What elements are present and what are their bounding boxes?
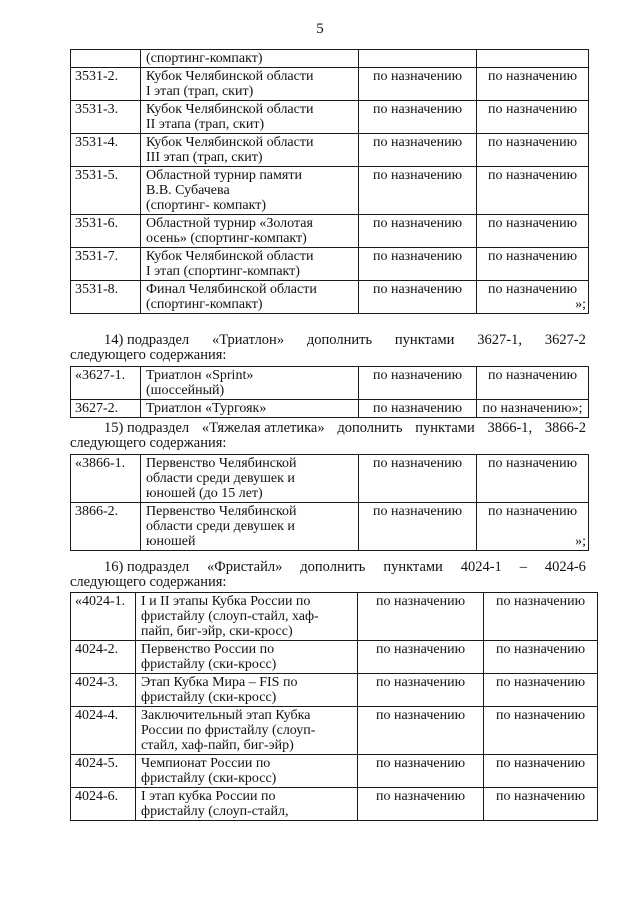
event-name-line: фристайлу (ски-кросс): [141, 657, 277, 672]
dates-cell: по назначению: [359, 400, 477, 418]
paragraph-word: 15) подраздел: [104, 420, 190, 436]
dates-cell: по назначению: [358, 788, 484, 821]
venue-text: по назначению: [495, 756, 586, 771]
paragraph-word: 3627-1,: [477, 332, 522, 348]
venue-text: по назначению: [495, 594, 586, 609]
paragraph-word: 4024-6: [544, 559, 586, 575]
event-name-line: области среди девушек и: [146, 519, 295, 534]
venue-text: по назначению: [487, 282, 578, 297]
event-name-cell: [141, 248, 359, 281]
venue-cell: [477, 215, 589, 248]
event-name-line: II этапа (трап, скит): [146, 117, 265, 132]
event-name-cell: [141, 503, 359, 551]
venue-text: по назначению: [487, 504, 578, 519]
event-name-line: России по фристайлу (слоуп-: [141, 723, 316, 738]
event-name-cell: [141, 101, 359, 134]
venue-cell: [484, 707, 598, 755]
venue-cell: [477, 134, 589, 167]
table-shooting: [70, 49, 589, 314]
event-name-cell: [136, 674, 358, 707]
event-name-line: Кубок Челябинской области: [146, 102, 314, 117]
event-name-line: Первенство Челябинской: [146, 504, 297, 519]
item-number: [71, 50, 141, 68]
item-number: 3531-4.: [71, 134, 141, 167]
event-name-line: стайл, хаф-пайп, биг-эйр): [141, 738, 294, 753]
venue-cell: [484, 593, 598, 641]
paragraph-word: –: [519, 559, 527, 575]
table-row: [71, 755, 598, 788]
paragraph-line-2: следующего содержания:: [70, 574, 227, 590]
event-name-line: I этап кубка России по: [141, 789, 276, 804]
item-number: «3627-1.: [71, 367, 141, 400]
paragraph-word: пунктами: [415, 420, 475, 436]
event-name-line: фристайлу (ски-кросс): [141, 690, 277, 705]
venue-cell: [484, 641, 598, 674]
venue-cell: [477, 167, 589, 215]
event-name-line: области среди девушек и: [146, 471, 295, 486]
event-name-line: Чемпионат России по: [141, 756, 271, 771]
event-name-line: (спортинг- компакт): [146, 198, 266, 213]
venue-text: по назначению: [487, 102, 578, 117]
paragraph-line-2: следующего содержания:: [70, 347, 227, 363]
table-row: [71, 367, 589, 400]
dates-cell: по назначению: [358, 707, 484, 755]
paragraph-word: пунктами: [383, 559, 443, 575]
table-row: [71, 788, 598, 821]
closing-quote: »;: [575, 297, 586, 312]
event-name-line: пайп, биг-эйр, ски-кросс): [141, 624, 293, 639]
table-row: [71, 593, 598, 641]
table-row: [71, 167, 589, 215]
venue-cell: [477, 281, 589, 314]
dates-cell: по назначению: [358, 593, 484, 641]
event-name-line: I этап (трап, скит): [146, 84, 254, 99]
item-number: 3531-5.: [71, 167, 141, 215]
venue-text: по назначению: [487, 69, 578, 84]
table-row: [71, 248, 589, 281]
dates-cell: по назначению: [358, 755, 484, 788]
event-name-line: Этап Кубка Мира – FIS по: [141, 675, 298, 690]
event-name-line: I и II этапы Кубка России по: [141, 594, 311, 609]
table-triathlon: [70, 366, 589, 418]
table-row: [71, 400, 589, 418]
venue-cell: [477, 455, 589, 503]
table-row: [71, 641, 598, 674]
item-number: 3531-6.: [71, 215, 141, 248]
dates-cell: по назначению: [359, 367, 477, 400]
venue-text: по назначению: [487, 168, 578, 183]
item-number: 3531-8.: [71, 281, 141, 314]
item-number: 4024-4.: [71, 707, 136, 755]
event-name-cell: [141, 68, 359, 101]
dates-cell: по назначению: [359, 68, 477, 101]
paragraph-line-1: [70, 560, 586, 575]
item-number: 3627-2.: [71, 400, 141, 418]
dates-cell: по назначению: [358, 674, 484, 707]
event-name-line: Кубок Челябинской области: [146, 135, 314, 150]
item-number: 4024-3.: [71, 674, 136, 707]
spacer: [479, 519, 586, 534]
event-name-cell: [136, 593, 358, 641]
paragraph-word: 3866-1,: [487, 420, 533, 436]
event-name-line: Триатлон «Sprint»: [146, 368, 254, 383]
dates-cell: по назначению: [359, 101, 477, 134]
paragraph-word: «Фристайл»: [207, 559, 283, 575]
paragraph-word: пунктами: [394, 332, 455, 348]
event-name-line: Первенство России по: [141, 642, 275, 657]
event-name-cell: [141, 167, 359, 215]
table-row: [71, 134, 589, 167]
paragraph-word: 3866-2: [544, 420, 586, 436]
venue-text: по назначению: [495, 642, 586, 657]
paragraph-word: 16) подраздел: [104, 559, 190, 575]
table-row: [71, 281, 589, 314]
table-weightlifting: [70, 454, 589, 551]
event-name-line: (шоссейный): [146, 383, 225, 398]
event-name-line: Кубок Челябинской области: [146, 249, 314, 264]
paragraph-word: «Тяжелая атлетика»: [201, 420, 325, 436]
venue-cell: [477, 400, 589, 418]
paragraph-15: [70, 421, 586, 451]
venue-cell: [477, 50, 589, 68]
item-number: 4024-5.: [71, 755, 136, 788]
item-number: 3866-2.: [71, 503, 141, 551]
venue-text: по назначению»;: [482, 401, 583, 416]
event-name-line: Первенство Челябинской: [146, 456, 297, 471]
venue-text: по назначению: [495, 708, 586, 723]
paragraph-16: [70, 560, 586, 590]
event-name-line: фристайлу (слоуп-стайл,: [141, 804, 289, 819]
event-name-cell: [141, 367, 359, 400]
event-name-line: III этап (трап, скит): [146, 150, 263, 165]
paragraph-word: 14) подраздел: [104, 332, 190, 348]
dates-cell: по назначению: [359, 215, 477, 248]
item-number: 4024-2.: [71, 641, 136, 674]
venue-cell: [484, 755, 598, 788]
paragraph-word: «Триатлон»: [211, 332, 285, 348]
event-name-cell: [136, 707, 358, 755]
dates-cell: по назначению: [359, 134, 477, 167]
paragraph-word: 4024-1: [460, 559, 502, 575]
venue-cell: [477, 68, 589, 101]
item-number: 3531-7.: [71, 248, 141, 281]
event-name-line: Финал Челябинской области: [146, 282, 317, 297]
event-name-line: Областной турнир «Золотая: [146, 216, 313, 231]
event-name-line: Заключительный этап Кубка: [141, 708, 311, 723]
event-name-line: юношей: [146, 534, 196, 549]
venue-cell: [477, 248, 589, 281]
paragraph-word: дополнить: [306, 332, 373, 348]
paragraph-line-1: [70, 333, 586, 348]
paragraph-word: 3627-2: [544, 332, 586, 348]
venue-text: по назначению: [487, 249, 578, 264]
venue-cell: [484, 788, 598, 821]
event-name-cell: [141, 215, 359, 248]
dates-cell: по назначению: [359, 503, 477, 551]
dates-cell: по назначению: [359, 281, 477, 314]
dates-cell: по назначению: [359, 455, 477, 503]
venue-text: по назначению: [487, 216, 578, 231]
event-name-line: (спортинг-компакт): [146, 297, 263, 312]
paragraph-line-2: следующего содержания:: [70, 435, 227, 451]
paragraph-word: дополнить: [300, 559, 366, 575]
item-number: 4024-6.: [71, 788, 136, 821]
paragraph-14: [70, 333, 586, 363]
event-name-cell: [141, 455, 359, 503]
item-number: 3531-2.: [71, 68, 141, 101]
event-name-line: (спортинг-компакт): [146, 51, 263, 66]
event-name-line: осень» (спортинг-компакт): [146, 231, 307, 246]
event-name-cell: [141, 50, 359, 68]
table-row: [71, 674, 598, 707]
event-name-cell: [141, 400, 359, 418]
table-row: [71, 503, 589, 551]
event-name-line: В.В. Субачева: [146, 183, 230, 198]
venue-text: по назначению: [487, 135, 578, 150]
page-number: 5: [316, 21, 324, 37]
dates-cell: по назначению: [359, 167, 477, 215]
event-name-line: юношей (до 15 лет): [146, 486, 263, 501]
table-row: [71, 215, 589, 248]
event-name-line: Кубок Челябинской области: [146, 69, 314, 84]
item-number: «4024-1.: [71, 593, 136, 641]
event-name-line: Триатлон «Тургояк»: [146, 401, 267, 416]
venue-cell: [477, 503, 589, 551]
closing-quote: »;: [575, 534, 586, 549]
table-row: [71, 50, 589, 68]
table-freestyle: [70, 592, 598, 821]
table-row: [71, 707, 598, 755]
table-row: [71, 455, 589, 503]
paragraph-word: дополнить: [337, 420, 403, 436]
dates-cell: по назначению: [359, 248, 477, 281]
table-row: [71, 68, 589, 101]
venue-cell: [477, 367, 589, 400]
venue-text: по назначению: [487, 368, 578, 383]
event-name-line: I этап (спортинг-компакт): [146, 264, 300, 279]
venue-text: по назначению: [495, 789, 586, 804]
event-name-cell: [136, 788, 358, 821]
event-name-cell: [136, 755, 358, 788]
event-name-cell: [141, 134, 359, 167]
event-name-cell: [141, 281, 359, 314]
item-number: 3531-3.: [71, 101, 141, 134]
dates-cell: [359, 50, 477, 68]
venue-text: по назначению: [487, 456, 578, 471]
table-row: [71, 101, 589, 134]
venue-cell: [484, 674, 598, 707]
event-name-line: фристайлу (слоуп-стайл, хаф-: [141, 609, 319, 624]
event-name-line: Областной турнир памяти: [146, 168, 302, 183]
item-number: «3866-1.: [71, 455, 141, 503]
event-name-cell: [136, 641, 358, 674]
venue-text: по назначению: [495, 675, 586, 690]
venue-cell: [477, 101, 589, 134]
dates-cell: по назначению: [358, 641, 484, 674]
paragraph-line-1: [70, 421, 586, 436]
event-name-line: фристайлу (ски-кросс): [141, 771, 277, 786]
